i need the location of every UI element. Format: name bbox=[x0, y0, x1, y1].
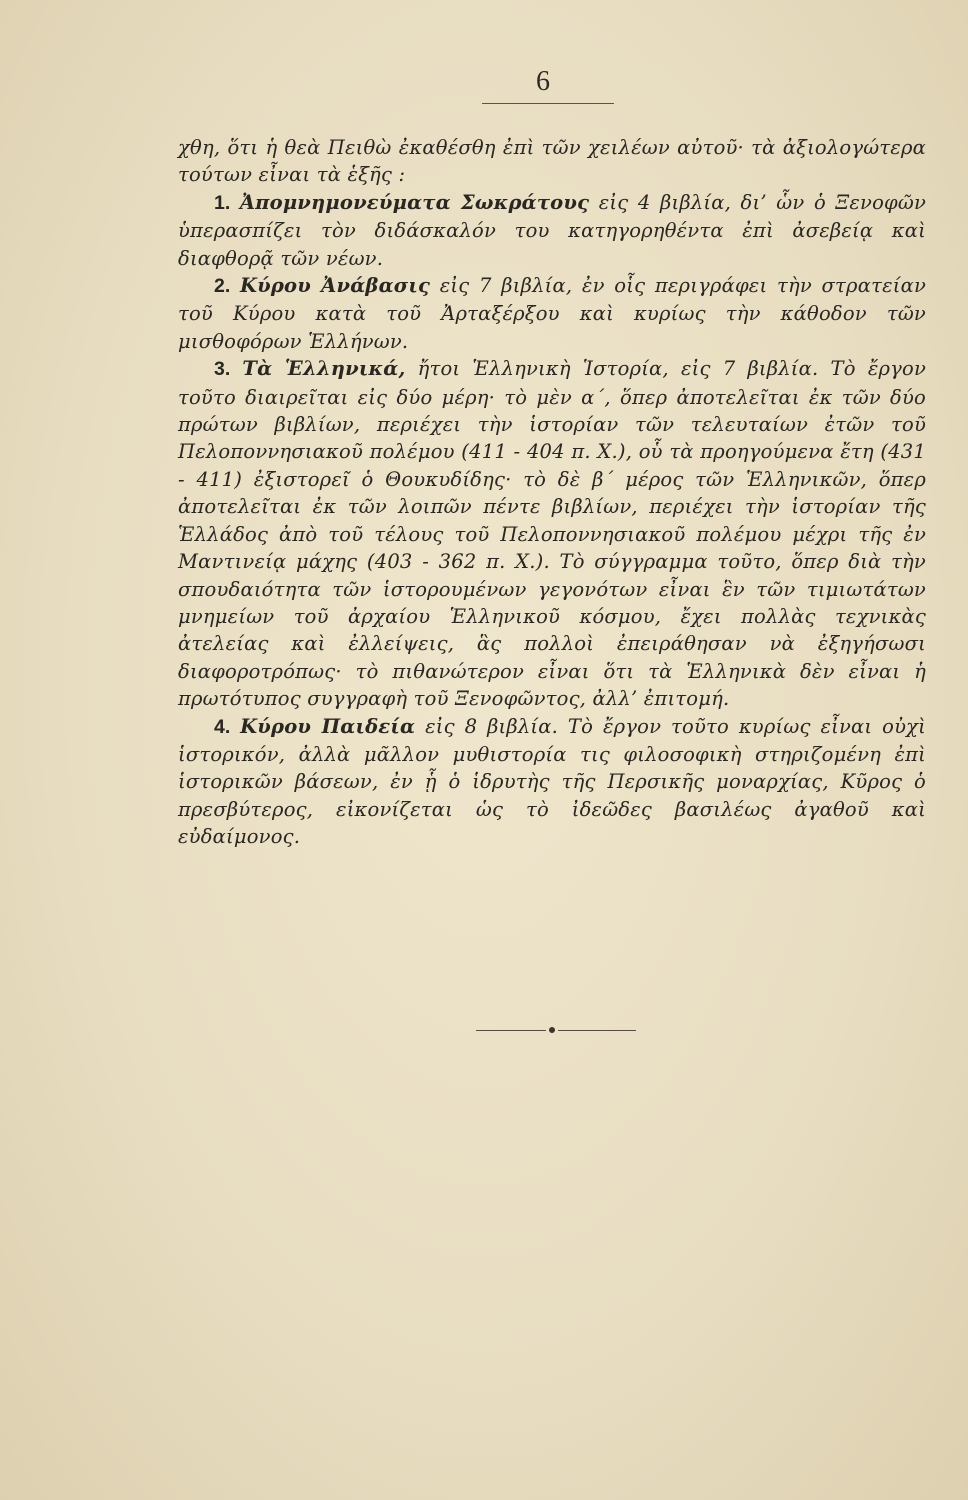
work-item-2 bbox=[178, 272, 926, 355]
work-item-1 bbox=[178, 189, 926, 272]
page-number: 6 bbox=[536, 66, 550, 97]
header-rule bbox=[482, 103, 614, 104]
item-number: 2. bbox=[214, 275, 231, 298]
intro-paragraph: χθη, ὅτι ἡ θεὰ Πειθὼ ἐκαθέσθη ἐπὶ τῶν χειλέων αὐτοῦ· τὰ ἀξιολογώτερα τούτων εἶναι τὰ ἑξῆς : bbox=[178, 136, 926, 187]
item-title: Κύρου Παιδεία bbox=[240, 714, 416, 738]
item-number: 1. bbox=[214, 191, 231, 214]
item-title: Τὰ Ἑλληνικά, bbox=[242, 357, 406, 381]
ornament-line-right bbox=[558, 1030, 636, 1031]
item-text: εἰς 4 βιβλία, δι’ ὧν ὁ Ξενοφῶν ὑπερασπίζει τὸν διδάσκαλόν του κατηγορηθέντα ἐπὶ ἀσεβείᾳ καὶ διαφθορᾷ τῶν νέων. bbox=[178, 190, 927, 270]
work-item-4 bbox=[178, 713, 926, 851]
item-text: ἤτοι Ἑλληνικὴ Ἱστορία, εἰς 7 βιβλία. Τὸ ἔργον τοῦτο διαιρεῖται εἰς δύο μέρη· τὸ μὲν α΄, ὅπερ ἀποτελεῖται ἐκ τῶν δύο πρώτων βιβλίων, περιέχει τὴν ἱστορίαν τῶν τελευταίων ἐτῶν τοῦ Πελοποννησιακοῦ πολέμου (411 - 404 π. Χ.), οὗ τὰ προηγούμενα ἔτη (431 - 411) ἐξιστορεῖ ὁ Θουκυδίδης· τὸ δὲ β΄ μέρος τῶν Ἑλληνικῶν, ὅπερ ἀποτελεῖται ἐκ τῶν λοιπῶν πέντε βιβλίων, περιέχει τὴν ἱστορίαν τῆς Ἑλλάδος ἀπὸ τοῦ τέλους τοῦ Πελοποννησιακοῦ πολέμου μέχρι τῆς ἐν Μαντινείᾳ μάχης (403 - 362 π. Χ.). Τὸ σύγγραμμα τοῦτο, ὅπερ διὰ τὴν σπουδαιότητα τῶν ἱστορουμένων γεγονότων εἶναι ἓν τῶν τιμιωτάτων μνημείων τοῦ ἀρχαίου Ἑλληνικοῦ κόσμου, ἔχει πολλὰς τεχνικὰς ἀτελείας καὶ ἐλλείψεις, ἃς πολλοὶ ἐπειράθησαν νὰ ἐξηγήσωσι διαφοροτρόπως· τὸ πιθανώτερον εἶναι ὅτι τὰ Ἑλληνικὰ δὲν εἶναι ἡ πρωτότυπος συγγραφὴ τοῦ Ξενοφῶντος, ἀλλ’ ἐπιτομή. bbox=[178, 357, 926, 711]
item-number: 4. bbox=[214, 715, 231, 738]
item-text: εἰς 8 βιβλία. Τὸ ἔργον τοῦτο κυρίως εἶναι οὐχὶ ἱστορικόν, ἀλλὰ μᾶλλον μυθιστορία τις φιλοσοφικὴ στηριζομένη ἐπὶ ἱστορικῶν βάσεων, ἐν ᾗ ὁ ἱδρυτὴς τῆς Περσικῆς μοναρχίας, Κῦρος ὁ πρεσβύτερος, εἰκονίζεται ὡς τὸ ἰδεῶδες βασιλέως ἀγαθοῦ καὶ εὐδαίμονος. bbox=[178, 714, 926, 849]
item-title: Ἀπομνημονεύματα Σωκράτους bbox=[239, 190, 590, 214]
work-item-3 bbox=[178, 355, 926, 712]
ornament-dot bbox=[549, 1027, 555, 1033]
body-text bbox=[178, 134, 926, 851]
item-number: 3. bbox=[214, 358, 231, 381]
item-text: εἰς 7 βιβλία, ἐν οἷς περιγράφει τὴν στρατείαν τοῦ Κύρου κατὰ τοῦ Ἀρταξέρξου καὶ κυρίως τὴν κάθοδον τῶν μισθοφόρων Ἑλλήνων. bbox=[178, 274, 926, 353]
item-title: Κύρου Ἀνάβασις bbox=[239, 274, 431, 298]
section-end-ornament bbox=[476, 1026, 636, 1036]
ornament-line-left bbox=[476, 1030, 546, 1031]
